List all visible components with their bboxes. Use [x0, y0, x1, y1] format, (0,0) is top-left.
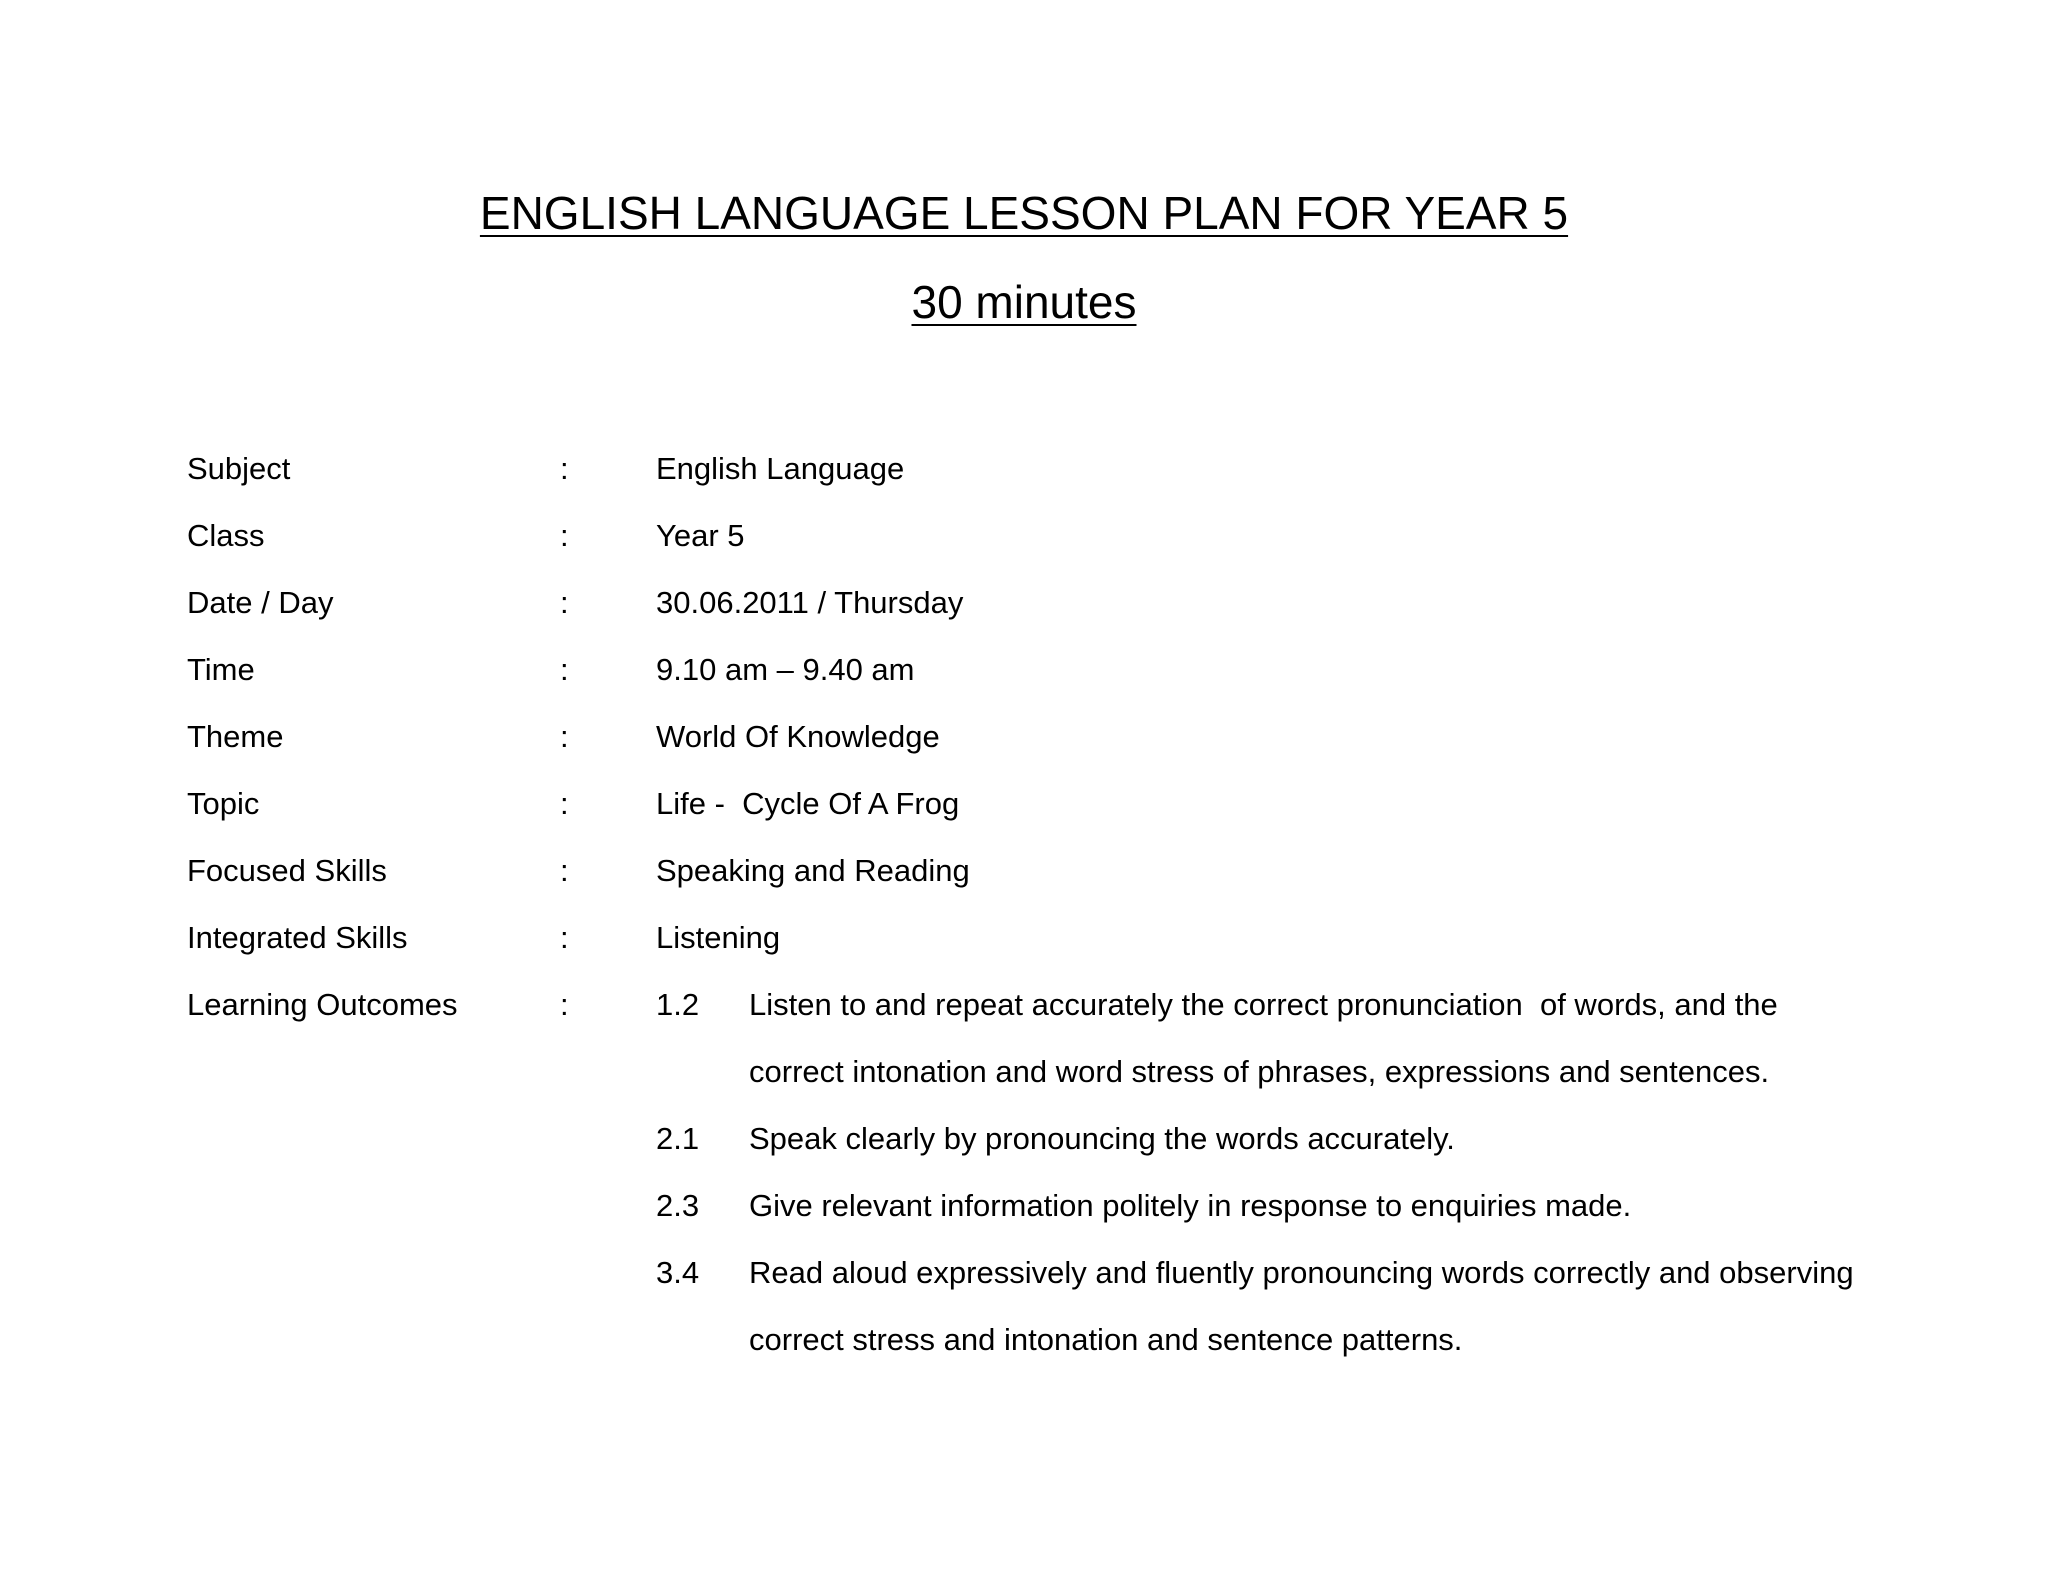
- outcome-number: 2.1: [656, 1121, 700, 1156]
- field-label: Learning Outcomes: [187, 987, 458, 1022]
- field-label: Time: [187, 652, 255, 687]
- outcome-number: 3.4: [656, 1255, 700, 1290]
- field-colon: :: [560, 585, 569, 620]
- outcome-text: Read aloud expressively and fluently pronouncing words correctly and observing: [749, 1255, 1854, 1290]
- field-colon: :: [560, 451, 569, 486]
- outcome-text: correct intonation and word stress of phrases, expressions and sentences.: [749, 1054, 1770, 1089]
- outcome-text: correct stress and intonation and sentence patterns.: [749, 1322, 1463, 1357]
- field-value: 30.06.2011 / Thursday: [656, 585, 964, 620]
- field-label: Focused Skills: [187, 853, 387, 888]
- field-label: Topic: [187, 786, 260, 821]
- field-colon: :: [560, 987, 569, 1022]
- field-value: Year 5: [656, 518, 745, 553]
- outcome-number: 2.3: [656, 1188, 700, 1223]
- field-value: Speaking and Reading: [656, 853, 970, 888]
- field-value: Life - Cycle Of A Frog: [656, 786, 960, 821]
- outcome-text: Give relevant information politely in response to enquiries made.: [749, 1188, 1632, 1223]
- document-duration: 30 minutes: [911, 276, 1137, 328]
- field-label: Date / Day: [187, 585, 334, 620]
- field-colon: :: [560, 652, 569, 687]
- field-colon: :: [560, 786, 569, 821]
- field-colon: :: [560, 518, 569, 553]
- field-label: Class: [187, 518, 265, 553]
- field-label: Theme: [187, 719, 284, 754]
- field-label: Subject: [187, 451, 291, 486]
- field-value: 9.10 am – 9.40 am: [656, 652, 915, 687]
- field-colon: :: [560, 920, 569, 955]
- outcome-number: 1.2: [656, 987, 700, 1022]
- outcome-text: Listen to and repeat accurately the correct pronunciation of words, and the: [749, 987, 1778, 1022]
- field-value: World Of Knowledge: [656, 719, 940, 754]
- field-value: English Language: [656, 451, 905, 486]
- field-colon: :: [560, 719, 569, 754]
- field-label: Integrated Skills: [187, 920, 408, 955]
- field-colon: :: [560, 853, 569, 888]
- field-value: Listening: [656, 920, 781, 955]
- document-title: ENGLISH LANGUAGE LESSON PLAN FOR YEAR 5: [479, 187, 1569, 239]
- outcome-text: Speak clearly by pronouncing the words accurately.: [749, 1121, 1455, 1156]
